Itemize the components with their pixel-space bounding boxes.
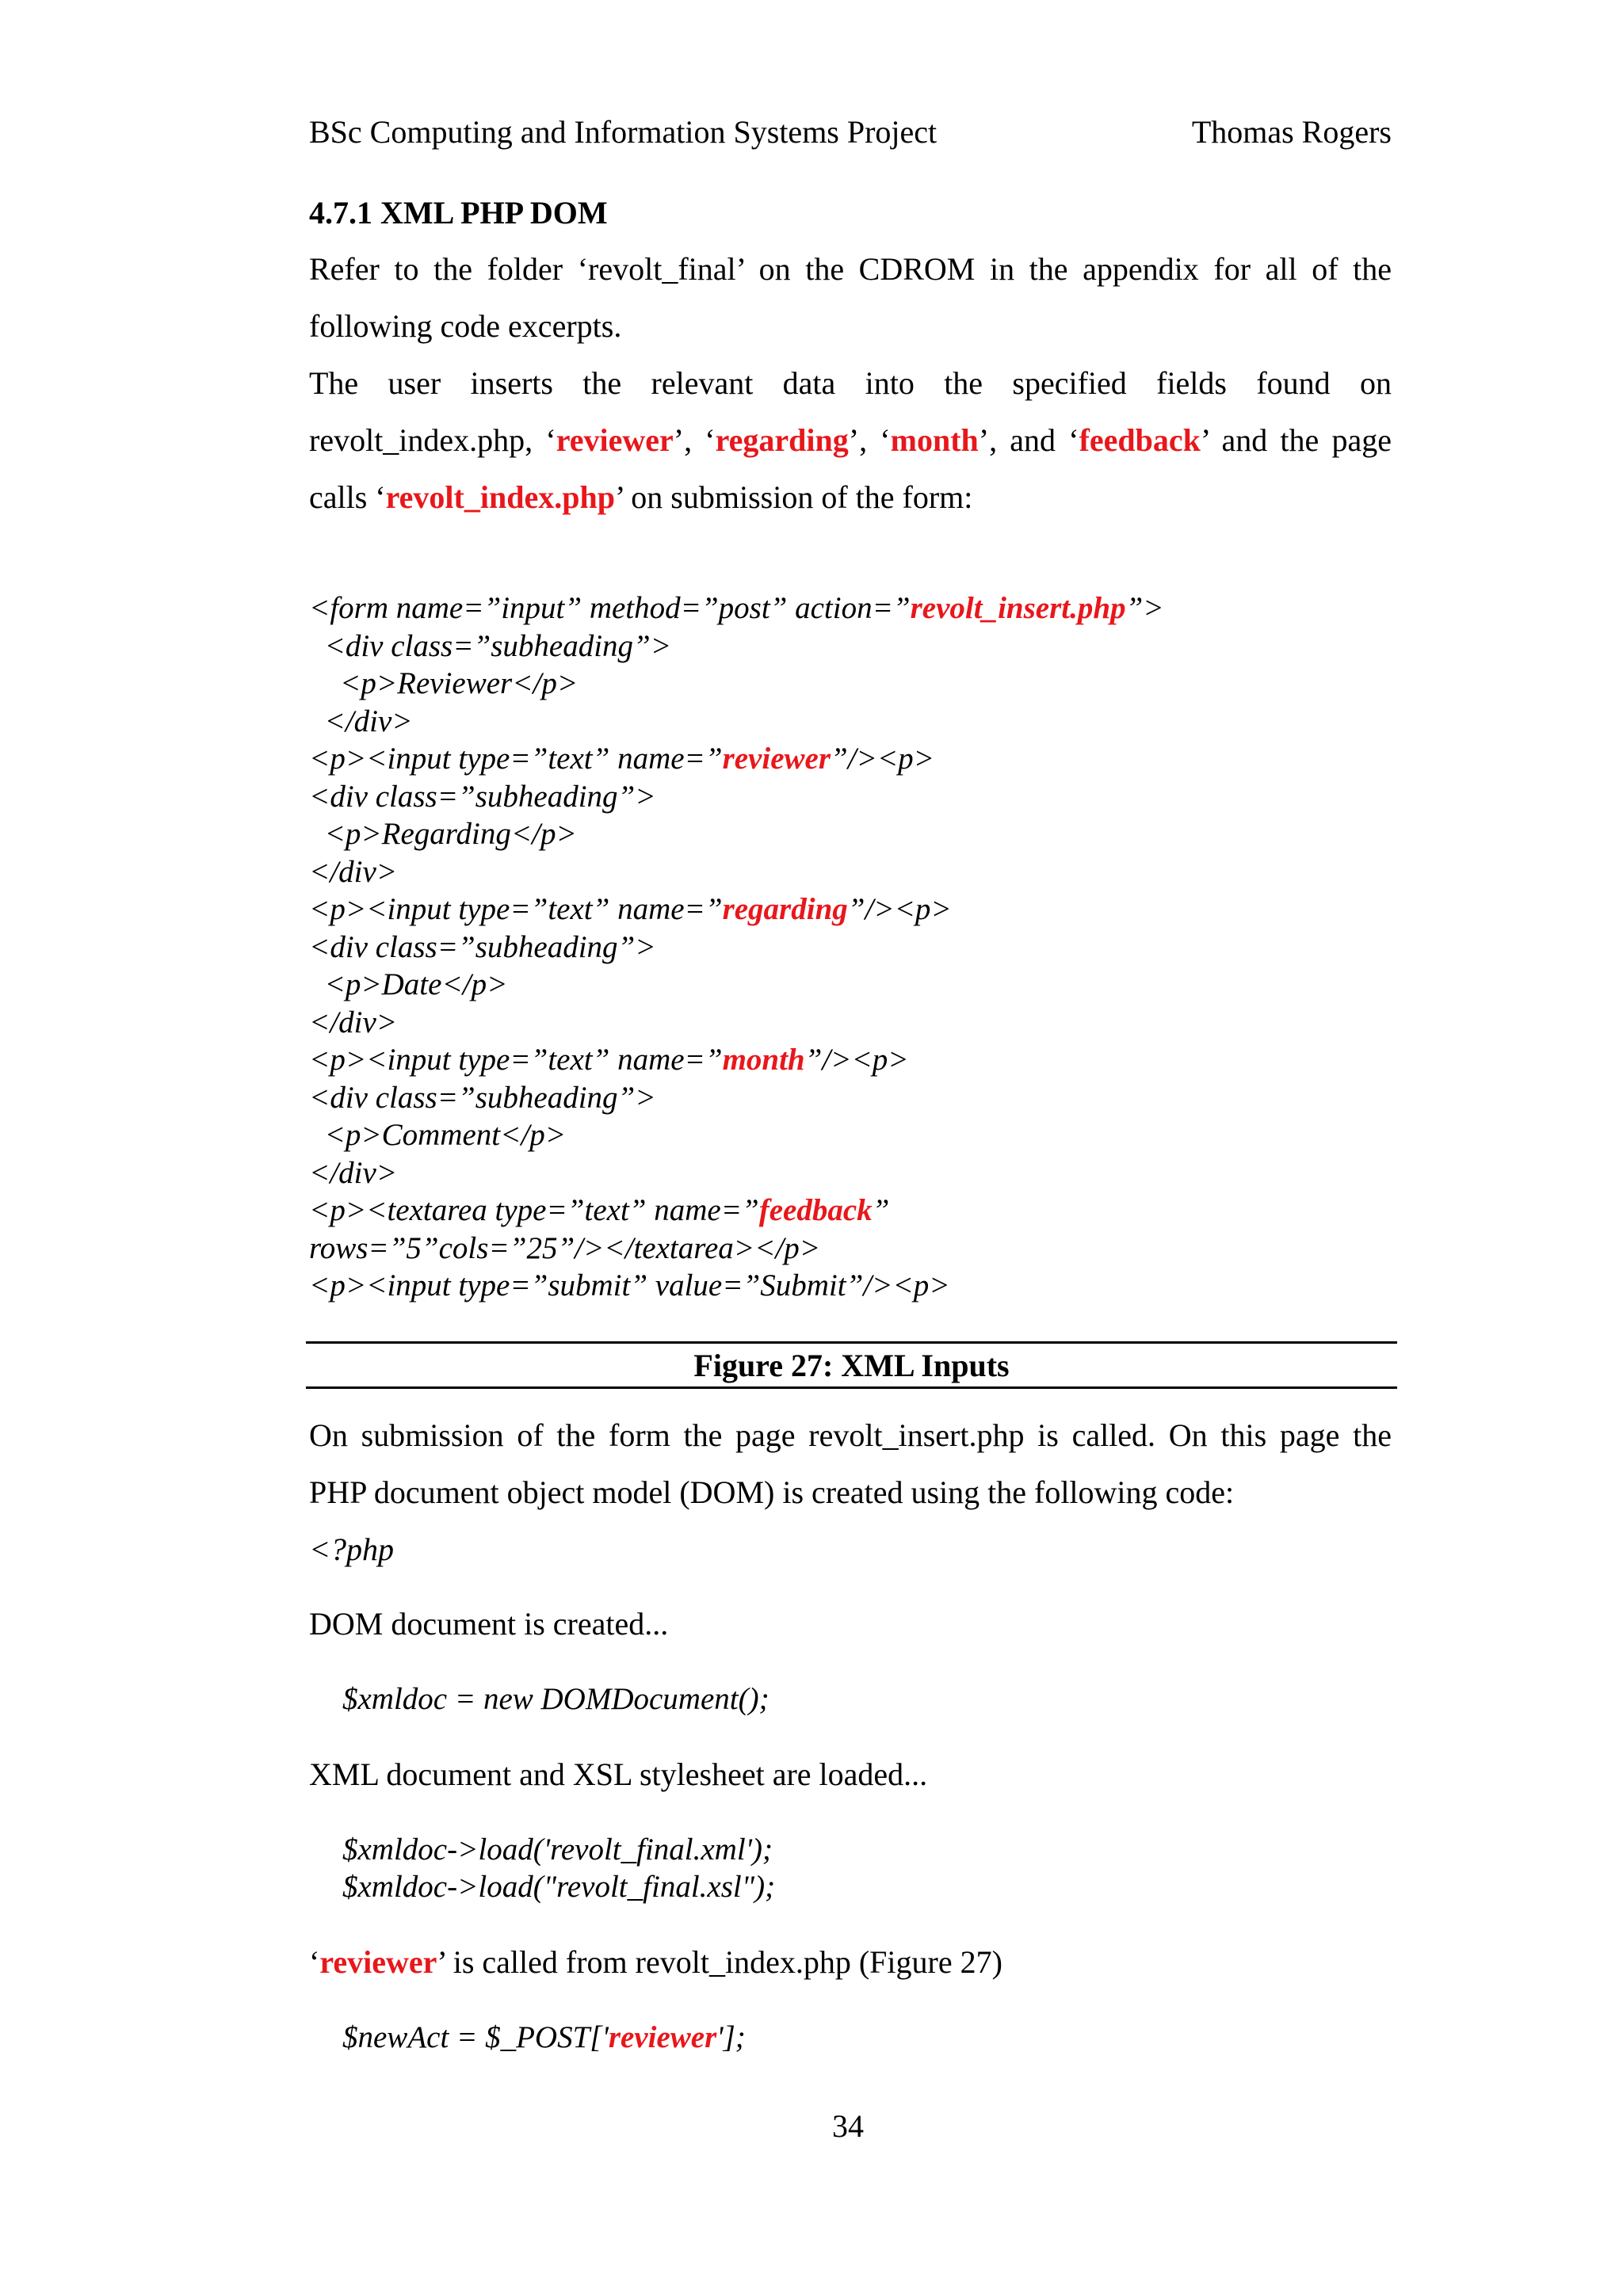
load-code-1: $xmldoc->load('revolt_final.xml'); <box>342 1833 773 1867</box>
text-run: ’ on submission of the form: <box>614 479 973 515</box>
text-run: ”/><p> <box>831 742 934 776</box>
text-run: revolt_index.php, ‘ <box>309 422 556 458</box>
reviewer-label <box>309 1943 1002 1981</box>
code-line <box>309 665 1164 703</box>
code-line <box>309 1192 1164 1230</box>
text-run: <div class=”subheading”> <box>309 779 656 814</box>
code-line <box>309 627 1164 666</box>
load-code-2: $xmldoc->load("revolt_final.xsl"); <box>342 1870 776 1904</box>
code-line <box>309 966 1164 1004</box>
code-line <box>309 929 1164 967</box>
highlighted-term: month <box>890 422 979 458</box>
text-run: <p><input type=”text” name=” <box>309 1043 723 1077</box>
text-run: <div class=”subheading”> <box>309 1080 656 1115</box>
code-line <box>309 1079 1164 1117</box>
php-open-tag: <?php <box>309 1531 394 1567</box>
text-run: <div class=”subheading”> <box>309 929 656 964</box>
text-run: </div> <box>309 704 413 738</box>
intro-line-4 <box>309 421 1392 460</box>
code-line <box>309 589 1164 627</box>
text-run: ’ is called from revolt_index.php (Figure 27) <box>437 1944 1002 1980</box>
text-run: <form name=”input” method=”post” action=” <box>309 591 911 625</box>
page-number: 34 <box>832 2108 864 2144</box>
code-line <box>309 740 1164 778</box>
code-line <box>309 853 1164 891</box>
text-run: <p>Date</p> <box>309 967 508 1001</box>
text-run: <p>Comment</p> <box>309 1118 567 1152</box>
post-code <box>342 2019 746 2057</box>
text-run: ’, ‘ <box>848 422 891 458</box>
text-run: </div> <box>309 854 398 889</box>
figure-rule-top <box>306 1341 1397 1344</box>
para2-line-2: PHP document object model (DOM) is created using the following code: <box>309 1474 1235 1510</box>
intro-line-3: The user inserts the relevant data into the specified fields found on <box>309 365 1392 401</box>
code-line <box>309 1116 1164 1154</box>
text-run: <p><textarea type=”text” name=” <box>309 1193 759 1227</box>
text-run: ”> <box>1125 591 1164 625</box>
highlighted-term: reviewer <box>722 742 831 776</box>
text-run: $newAct = $_POST[' <box>342 2020 609 2054</box>
highlighted-term: feedback <box>1079 422 1201 458</box>
text-run: </div> <box>309 1155 398 1190</box>
code-line <box>309 815 1164 853</box>
code-line <box>309 1041 1164 1079</box>
highlighted-term: revolt_insert.php <box>910 591 1126 625</box>
form-code-block <box>309 589 1164 1305</box>
dom-label: DOM document is created... <box>309 1606 669 1642</box>
highlighted-term: regarding <box>722 892 848 926</box>
text-run: rows=”5”cols=”25”/></textarea></p> <box>309 1230 821 1265</box>
text-run: <p><input type=”submit” value=”Submit”/><p> <box>309 1268 950 1302</box>
code-line <box>309 1267 1164 1305</box>
header-right: Thomas Rogers <box>1191 114 1392 150</box>
text-run: <p><input type=”text” name=” <box>309 892 723 926</box>
highlighted-term: reviewer <box>319 1944 437 1980</box>
code-line <box>309 1004 1164 1042</box>
dom-code: $xmldoc = new DOMDocument(); <box>342 1682 769 1716</box>
text-run: <div class=”subheading”> <box>309 628 672 663</box>
load-label: XML document and XSL stylesheet are loaded... <box>309 1756 928 1792</box>
intro-line-1: Refer to the folder ‘revolt_final’ on the CDROM in the appendix for all of the <box>309 251 1392 287</box>
code-line <box>309 891 1164 929</box>
code-line <box>309 1154 1164 1192</box>
intro-line-2: following code excerpts. <box>309 308 622 344</box>
text-run: calls ‘ <box>309 479 386 515</box>
text-run: ” <box>872 1193 890 1227</box>
text-run: ’ and the page <box>1200 422 1392 458</box>
section-heading: 4.7.1 XML PHP DOM <box>309 195 608 231</box>
highlighted-term: reviewer <box>608 2020 717 2054</box>
text-run: <p><input type=”text” name=” <box>309 742 723 776</box>
text-run: ‘ <box>309 1944 320 1980</box>
code-line <box>309 1230 1164 1268</box>
text-run: ”/><p> <box>804 1043 909 1077</box>
text-run: <p>Regarding</p> <box>309 817 577 851</box>
figure-rule-bottom <box>306 1386 1397 1389</box>
code-line <box>309 703 1164 741</box>
highlighted-term: feedback <box>758 1193 873 1227</box>
highlighted-term: revolt_index.php <box>385 479 615 515</box>
intro-line-5 <box>309 479 972 517</box>
header-left: BSc Computing and Information Systems Project <box>309 114 938 150</box>
text-run: ’, ‘ <box>673 422 716 458</box>
code-line <box>309 778 1164 816</box>
text-run: </div> <box>309 1005 398 1039</box>
text-run: <p>Reviewer</p> <box>309 666 579 700</box>
highlighted-term: reviewer <box>556 422 674 458</box>
text-run: ']; <box>716 2020 746 2054</box>
highlighted-term: month <box>722 1043 805 1077</box>
highlighted-term: regarding <box>715 422 849 458</box>
para2-line-1: On submission of the form the page revolt_insert.php is called. On this page the <box>309 1417 1392 1453</box>
figure-caption: Figure 27: XML Inputs <box>693 1348 1010 1383</box>
text-run: ’, and ‘ <box>978 422 1079 458</box>
text-run: ”/><p> <box>847 892 952 926</box>
